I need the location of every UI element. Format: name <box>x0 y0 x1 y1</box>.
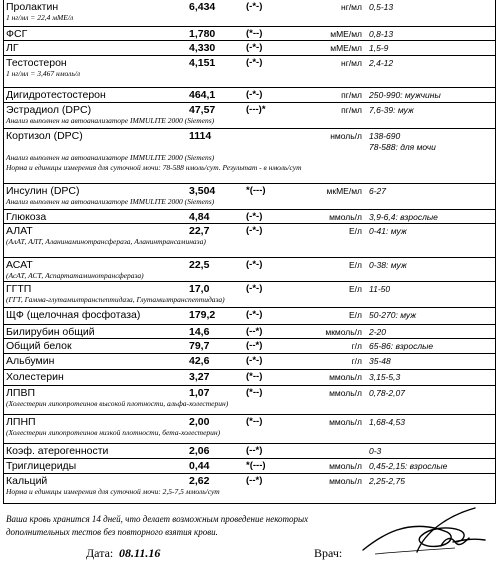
test-unit: г/л <box>351 356 362 366</box>
test-note: (Холестерин липопротеинов высокой плотности, альфа-холестерин) <box>6 399 229 408</box>
test-note: (ГГТ, Гамма-глутамилтранспептидаза, Глутамилтранспептидаза) <box>6 295 225 304</box>
test-unit: ммоль/л <box>329 476 362 486</box>
test-name: Альбумин <box>6 355 55 367</box>
test-name: Пролактин <box>6 1 59 13</box>
test-value: 1114 <box>189 130 212 142</box>
test-value: 179,2 <box>189 309 216 321</box>
test-flag: (--*) <box>246 475 263 486</box>
table-row <box>3 414 496 444</box>
test-reference: 1,68-4,53 <box>369 417 405 427</box>
test-flag: (-*-) <box>246 259 263 270</box>
test-value: 2,62 <box>189 475 210 487</box>
test-flag: (-*-) <box>246 42 263 53</box>
test-unit: мМЕ/мл <box>330 29 362 39</box>
table-row <box>3 183 496 210</box>
date-value: 08.11.16 <box>119 546 161 560</box>
test-flag: (-*-) <box>246 211 263 222</box>
test-reference: 11-50 <box>369 284 391 294</box>
test-reference: 65-86: взрослые <box>369 341 434 351</box>
test-reference: 0,45-2,15: взрослые <box>369 461 448 471</box>
test-value: 4,84 <box>189 211 210 223</box>
test-unit: ммоль/л <box>329 461 362 471</box>
test-note: (АсАТ, АСТ, Аспартатаминотрансфераза) <box>6 271 144 280</box>
test-unit: ммоль/л <box>329 417 362 427</box>
test-value: 464,1 <box>189 89 216 101</box>
test-name: Общий белок <box>6 340 72 352</box>
test-reference: 0-3 <box>369 446 382 456</box>
table-row <box>3 443 496 459</box>
test-value: 4,151 <box>189 57 216 69</box>
test-name: Тестостерон <box>6 57 67 69</box>
test-unit: ммоль/л <box>329 212 362 222</box>
test-reference: 250-990: мужчины <box>369 90 441 100</box>
table-row <box>3 338 496 354</box>
table-row <box>3 55 496 88</box>
test-unit: Е/л <box>349 310 362 320</box>
test-flag: (--*) <box>246 445 263 456</box>
test-note: 1 нг/мл = 22,4 мМЕ/л <box>6 13 74 22</box>
table-row <box>3 102 496 129</box>
test-reference: 138-690 <box>369 131 401 141</box>
test-note: 1 нг/мл = 3,467 нмоль/л <box>6 69 81 78</box>
test-unit: мкМЕ/мл <box>326 186 362 196</box>
test-name: ЩФ (щелочная фосфотаза) <box>6 309 141 321</box>
doctor-signature <box>355 502 495 564</box>
test-reference: 35-48 <box>369 356 391 366</box>
doctor-label: Врач: <box>314 546 343 560</box>
test-reference: 3,15-5,3 <box>369 372 401 382</box>
test-note: Норма и единицы измерения для суточной мочи: 78-588 нмоль/сут. Результат - в нмоль/сут <box>6 163 302 172</box>
test-flag: (*--) <box>246 416 263 427</box>
test-name: Эстрадиол (DPC) <box>6 104 92 116</box>
test-flag: (--*) <box>246 340 263 351</box>
table-row <box>3 26 496 41</box>
table-row <box>3 223 496 258</box>
test-value: 4,330 <box>189 42 216 54</box>
table-row <box>3 385 496 415</box>
table-row <box>3 353 496 370</box>
test-flag: (*--) <box>246 387 263 398</box>
test-note: (Холестерин липопротеинов низкой плотности, бета-холестерин) <box>6 428 221 437</box>
test-name: ЛПНП <box>6 416 36 428</box>
test-note: Анализ выполнен на автоанализаторе IMMULITE 2000 (Siemens) <box>6 153 215 162</box>
table-row <box>3 458 496 474</box>
test-reference: 0-38: муж <box>369 260 407 270</box>
test-unit: ммоль/л <box>329 388 362 398</box>
test-name: Билирубин общий <box>6 326 95 338</box>
test-unit: мМЕ/мл <box>330 43 362 53</box>
test-flag: (-*-) <box>246 89 263 100</box>
test-note: (АлАТ, АЛТ, Аланинаминотрансфераза, Аланинтрансаминаза) <box>6 237 206 246</box>
test-reference-extra: 78-588: для мочи <box>369 142 436 152</box>
test-name: Коэф. атерогенности <box>6 445 109 457</box>
test-unit: Е/л <box>349 226 362 236</box>
test-unit: г/л <box>351 341 362 351</box>
test-reference: 2,4-12 <box>369 58 394 68</box>
table-row <box>3 209 496 224</box>
test-reference: 7,6-39: муж <box>369 105 414 115</box>
test-unit: нг/мл <box>341 58 362 68</box>
test-flag: (-*-) <box>246 1 263 12</box>
test-reference: 50-270: муж <box>369 310 417 320</box>
test-flag: (-*-) <box>246 355 263 366</box>
table-row <box>3 473 496 504</box>
test-value: 1,07 <box>189 387 210 399</box>
test-name: ГГТП <box>6 283 32 295</box>
test-name: Кортизол (DPC) <box>6 130 83 142</box>
test-name: ЛГ <box>6 42 19 54</box>
table-row <box>3 87 496 103</box>
test-value: 17,0 <box>189 283 210 295</box>
test-flag: (--*) <box>246 326 263 337</box>
table-row <box>3 369 496 386</box>
test-unit: пг/мл <box>341 90 362 100</box>
table-row <box>3 128 496 184</box>
test-reference: 1,5-9 <box>369 43 389 53</box>
table-row <box>3 40 496 56</box>
table-row <box>3 257 496 282</box>
test-value: 47,57 <box>189 104 216 116</box>
test-unit: ммоль/л <box>329 372 362 382</box>
test-flag: (-*-) <box>246 283 263 294</box>
test-value: 2,00 <box>189 416 210 428</box>
test-reference: 3,9-6,4: взрослые <box>369 212 438 222</box>
test-unit: мкмоль/л <box>325 327 362 337</box>
test-reference: 6-27 <box>369 186 387 196</box>
test-flag: (-*-) <box>246 225 263 236</box>
test-value: 79,7 <box>189 340 210 352</box>
test-value: 1,780 <box>189 28 216 40</box>
test-value: 6,434 <box>189 1 216 13</box>
test-reference: 0-41: муж <box>369 226 407 236</box>
test-note: Анализ выполнен на автоанализаторе IMMULITE 2000 (Siemens) <box>6 116 215 125</box>
test-note: Норма и единицы измерения для суточной мочи: 2,5-7,5 ммоль/сут <box>6 487 220 496</box>
table-row <box>3 281 496 308</box>
test-flag: (*--) <box>246 371 263 382</box>
test-reference: 0,78-2,07 <box>369 388 405 398</box>
test-flag: (-*-) <box>246 309 263 320</box>
test-flag: (---)* <box>246 104 266 115</box>
table-row <box>3 307 496 325</box>
test-value: 3,27 <box>189 371 210 383</box>
test-value: 42,6 <box>189 355 210 367</box>
test-unit: Е/л <box>349 260 362 270</box>
test-name: Глюкоза <box>6 211 47 223</box>
test-flag: *(---) <box>246 460 266 471</box>
test-unit: Е/л <box>349 284 362 294</box>
table-row <box>3 0 496 27</box>
test-flag: *(---) <box>246 185 266 196</box>
date-label: Дата: <box>86 546 114 560</box>
test-unit: нг/мл <box>341 2 362 12</box>
test-flag: (*--) <box>246 28 263 39</box>
storage-note: Ваша кровь хранится 14 дней, что делает возможным проведение некоторых дополнительных тестов без повторного взятия крови. <box>6 514 309 537</box>
test-value: 14,6 <box>189 326 210 338</box>
test-name: АСАТ <box>6 259 33 271</box>
test-name: Инсулин (DPC) <box>6 185 80 197</box>
test-note: Анализ выполнен на автоанализаторе IMMULITE 2000 (Siemens) <box>6 197 215 206</box>
test-reference: 0,8-13 <box>369 29 394 39</box>
test-value: 3,504 <box>189 185 216 197</box>
test-value: 0,44 <box>189 460 210 472</box>
table-row <box>3 324 496 339</box>
test-unit: пг/мл <box>341 105 362 115</box>
test-reference: 2,25-2,75 <box>369 476 405 486</box>
test-value: 22,5 <box>189 259 210 271</box>
test-name: ФСГ <box>6 28 28 40</box>
test-reference: 0,5-13 <box>369 2 394 12</box>
test-name: АЛАТ <box>6 225 33 237</box>
test-reference: 2-20 <box>369 327 387 337</box>
test-value: 2,06 <box>189 445 210 457</box>
test-flag: (-*-) <box>246 57 263 68</box>
test-name: Кальций <box>6 475 48 487</box>
test-value: 22,7 <box>189 225 210 237</box>
test-unit: нмоль/л <box>330 131 362 141</box>
test-name: Триглицериды <box>6 460 77 472</box>
test-name: Дигидротестостерон <box>6 89 106 101</box>
test-name: Холестерин <box>6 371 64 383</box>
test-name: ЛПВП <box>6 387 35 399</box>
